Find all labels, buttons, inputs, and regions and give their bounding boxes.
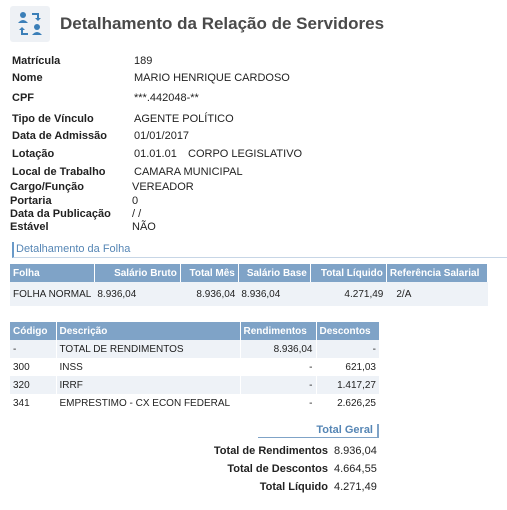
descricao-col-header: Descrição [56,322,240,340]
folha-cell: 8.936,04 [94,282,180,306]
lotacao-nome: CORPO LEGISLATIVO [188,148,303,160]
rendimentos-cell: - [240,394,316,412]
folha-cell: 4.271,49 [310,282,386,306]
descricao-col-header: Descontos [316,322,380,340]
matricula-label: Matrícula [12,55,61,67]
table-row [10,376,380,394]
folha-table [10,264,488,306]
codigo-cell: 300 [10,358,56,376]
table-row [10,394,380,412]
folha-col-header: Salário Bruto [94,264,180,282]
nome-label: Nome [12,72,43,84]
portaria-value: 0 [132,195,139,207]
cargo-label: Cargo/Função [10,181,84,193]
codigo-cell: - [10,340,56,358]
descontos-cell: - [316,340,380,358]
total-geral-title: Total Geral [258,424,379,438]
people-transfer-icon [10,6,50,42]
data-publicacao-label: Data da Publicação [10,208,111,220]
data-admissao-label: Data de Admissão [12,130,107,142]
data-admissao-value: 01/01/2017 [134,130,190,142]
page-title: Detalhamento da Relação de Servidores [60,14,385,33]
lotacao-codigo: 01.01.01 [134,148,177,160]
estavel-value: NÃO [132,221,156,233]
folha-header-row [10,264,488,282]
codigo-cell: 320 [10,376,56,394]
descontos-cell: 1.417,27 [316,376,380,394]
lotacao-label: Lotação [12,148,55,160]
table-row [10,340,380,358]
folha-cell: 2/A [386,282,487,306]
folha-col-header: Folha [10,264,94,282]
local-trabalho-value: CAMARA MUNICIPAL [134,166,243,178]
estavel-label: Estável [10,221,49,233]
descontos-cell: 621,03 [316,358,380,376]
page-header [0,0,507,48]
total-descontos-value: 4.664,55 [334,463,377,475]
tipo-vinculo-value: AGENTE POLÍTICO [134,113,234,125]
codigo-cell: 341 [10,394,56,412]
folha-col-header: Total Líquido [310,264,386,282]
local-trabalho-label: Local de Trabalho [12,166,106,178]
descricao-col-header: Código [10,322,56,340]
tipo-vinculo-label: Tipo de Vínculo [12,113,94,125]
folha-col-header: Salário Base [238,264,310,282]
folha-cell: FOLHA NORMAL [10,282,94,306]
cpf-value: ***.442048-** [134,92,199,104]
rendimentos-cell: - [240,376,316,394]
descricao-cell: IRRF [56,376,240,394]
descricao-cell: INSS [56,358,240,376]
total-rendimentos-value: 8.936,04 [334,445,377,457]
rendimentos-cell: 8.936,04 [240,340,316,358]
descricao-cell: EMPRESTIMO - CX ECON FEDERAL [56,394,240,412]
rendimentos-cell: - [240,358,316,376]
matricula-value: 189 [134,55,153,67]
cpf-label: CPF [12,92,34,104]
total-liquido-label: Total Líquido [259,481,328,493]
folha-cell: 8.936,04 [238,282,310,306]
table-row [10,358,380,376]
total-descontos-label: Total de Descontos [227,463,328,475]
descricao-cell: TOTAL DE RENDIMENTOS [56,340,240,358]
cargo-value: VEREADOR [132,181,194,193]
descricao-header-row [10,322,380,340]
folha-section-title: Detalhamento da Folha [12,242,507,258]
nome-value: MARIO HENRIQUE CARDOSO [134,72,290,84]
descricao-table [10,322,380,412]
total-rendimentos-label: Total de Rendimentos [213,445,328,457]
folha-cell: 8.936,04 [180,282,238,306]
table-row [10,282,488,306]
data-publicacao-value: / / [132,208,142,220]
portaria-label: Portaria [10,195,52,207]
total-liquido-value: 4.271,49 [334,481,377,493]
descontos-cell: 2.626,25 [316,394,380,412]
folha-col-header: Referência Salarial [386,264,487,282]
folha-col-header: Total Mês [180,264,238,282]
descricao-col-header: Rendimentos [240,322,316,340]
